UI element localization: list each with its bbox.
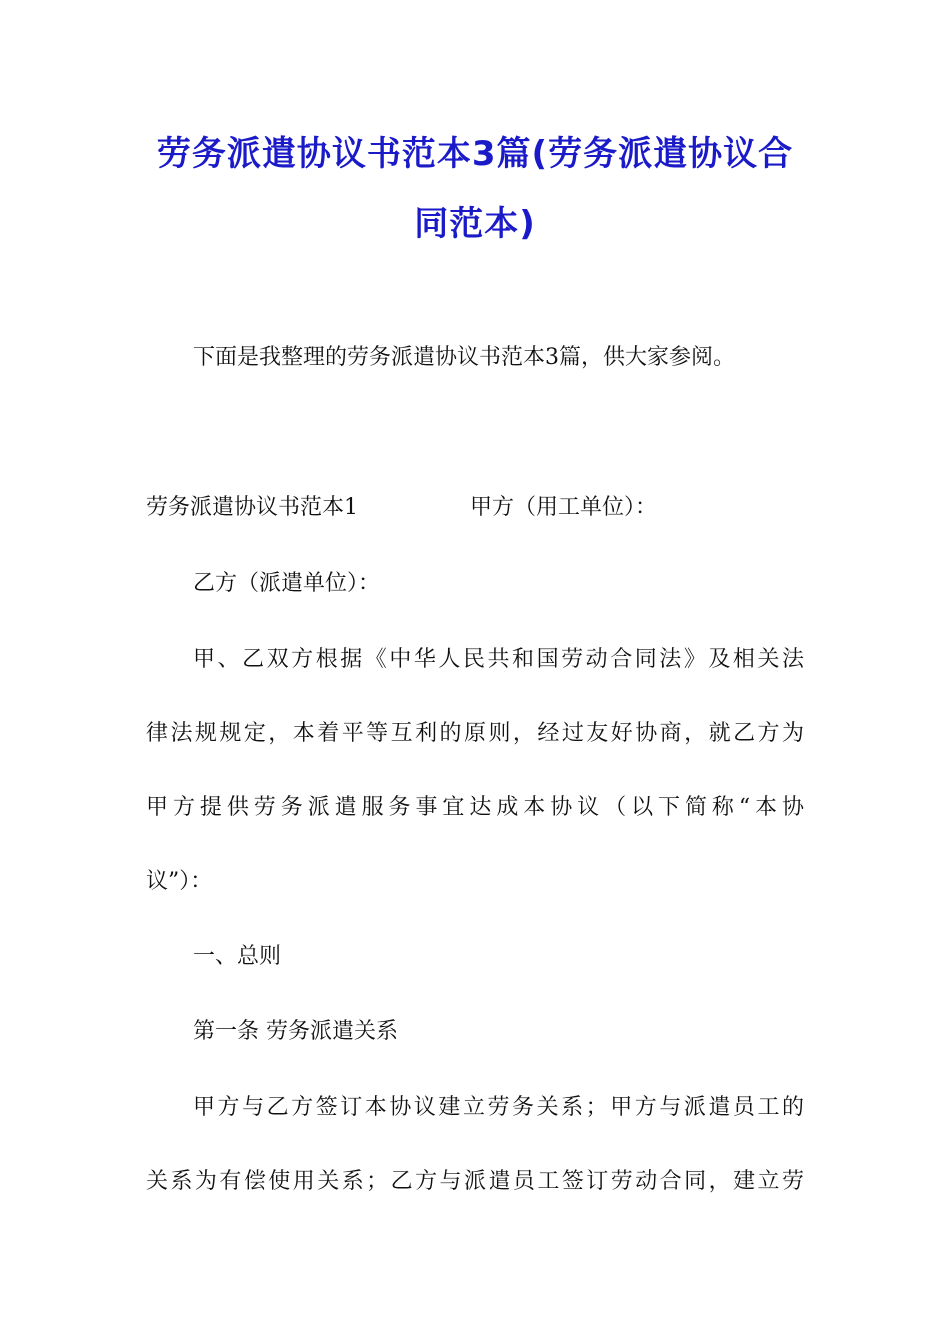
article-1-heading: 第一条 劳务派遣关系 (193, 1019, 398, 1044)
intro-paragraph: 下面是我整理的劳务派遣协议书范本3篇，供大家参阅。 (193, 345, 735, 370)
party-b-label: 乙方（派遣单位）： (193, 571, 381, 596)
article-1-line-1: 甲方与乙方签订本协议建立劳务关系；甲方与派遣员工的 (193, 1095, 804, 1120)
document-title-line-2: 同范本) (414, 204, 536, 244)
article-1-line-2: 关系为有偿使用关系；乙方与派遣员工签订劳动合同，建立劳 (146, 1169, 804, 1194)
party-a-label: 甲方（用工单位）： (470, 495, 658, 520)
section-heading-general: 一、总则 (193, 944, 282, 969)
sample-heading-row (146, 493, 657, 523)
preamble-line-2: 律法规规定，本着平等互利的原则，经过友好协商，就乙方为 (146, 721, 804, 746)
document-title-line-1: 劳务派遣协议书范本3篇(劳务派遣协议合 (156, 134, 794, 174)
preamble-line-3: 甲方提供劳务派遣服务事宜达成本协议（以下简称“本协 (146, 795, 804, 820)
preamble-line-1: 甲、乙双方根据《中华人民共和国劳动合同法》及相关法 (193, 647, 804, 672)
sample-heading: 劳务派遣协议书范本1 (146, 495, 358, 520)
preamble-line-4: 议”）： (146, 869, 213, 894)
